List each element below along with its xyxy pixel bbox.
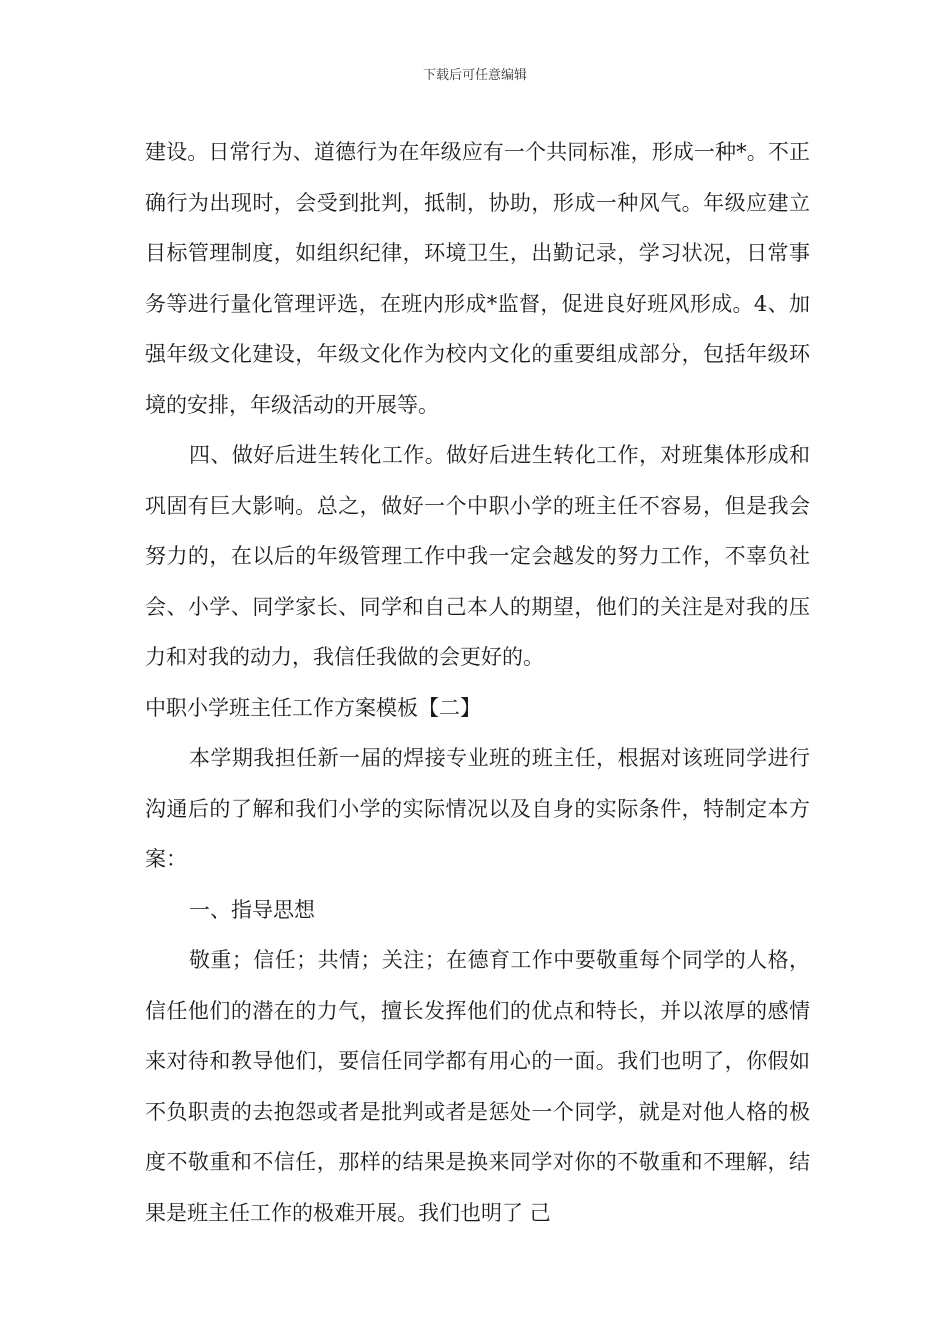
page-header: 下载后可任意编辑 xyxy=(422,68,527,83)
subheading-guiding-thought: 一、指导思想 xyxy=(189,897,315,922)
paragraph-continuation: 建设。日常行为、道德行为在年级应有一个共同标准，形成一种*。不正确行为出现时，会受到批判，抵制，协助，形成一种风气。年级应建立目标管理制度，如组织纪律，环境卫生，出勤记录，学习状况，日常事务等进行量化管理评选，在班内形成*监督，促进良好班风形成。4、加强年级文化建设，年级文化作为校内文化的重要组成部分，包括年级环境的安排，年级活动的开展等。 xyxy=(145,140,810,417)
paragraph-section-four: 四、做好后进生转化工作。做好后进生转化工作，对班集体形成和巩固有巨大影响。总之，做好一个中职小学的班主任不容易，但是我会努力的，在以后的年级管理工作中我一定会越发的努力工作，不辜负社会、小学、同学家长、同学和自己本人的期望，他们的关注是对我的压力和对我的动力，我信任我做的会更好的。 xyxy=(145,443,810,669)
section-heading: 中职小学班主任工作方案模板【二】 xyxy=(145,695,481,720)
document-body xyxy=(145,127,810,1238)
paragraph-intro: 本学期我担任新一届的焊接专业班的班主任，根据对该班同学进行沟通后的了解和我们小学的实际情况以及自身的实际条件，特制定本方案： xyxy=(145,746,810,871)
paragraph-guiding-thought: 敬重；信任；共情；关注；在德育工作中要敬重每个同学的人格，信任他们的潜在的力气，擅长发挥他们的优点和特长，并以浓厚的感情来对待和教导他们，要信任同学都有用心的一面。我们也明了，你假如不负职责的去抱怨或者是批判或者是惩处一个同学，就是对他人格的极度不敬重和不信任，那样的结果是换来同学对你的不敬重和不理解，结果是班主任工作的极难开展。我们也明了 己 xyxy=(145,948,810,1225)
